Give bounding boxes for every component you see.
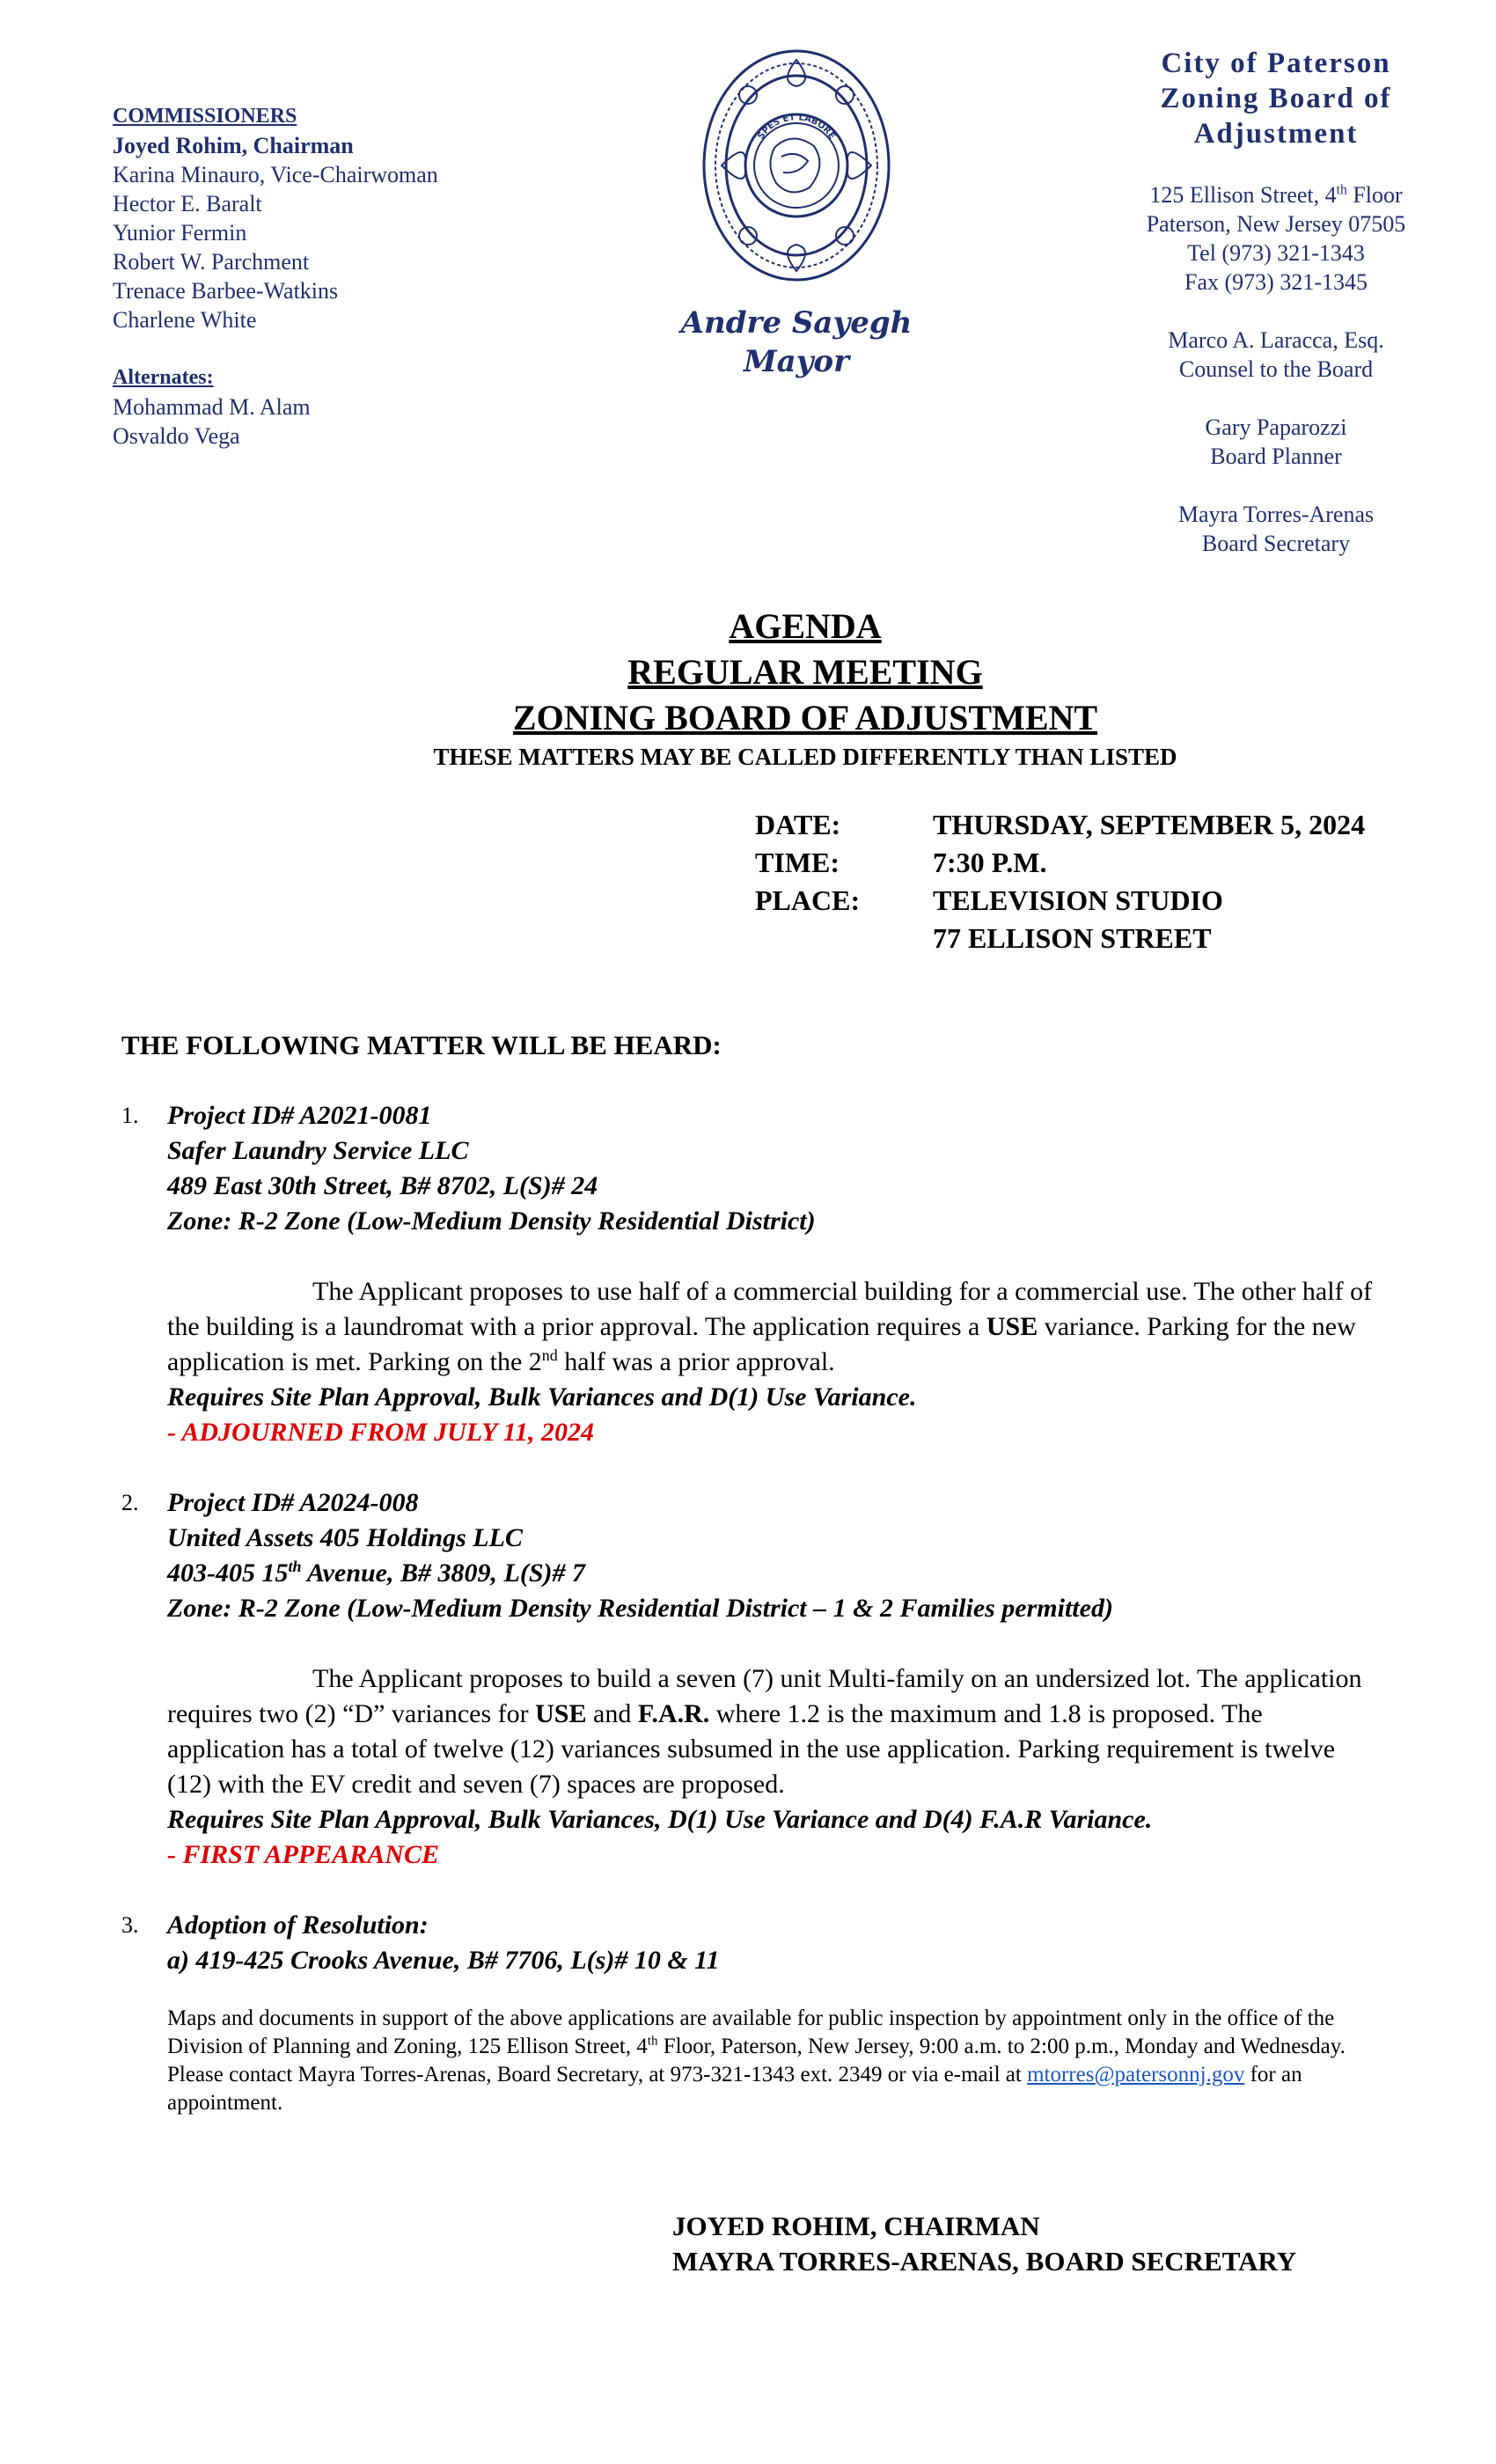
status-note: - ADJOURNED FROM JULY 11, 2024 (167, 1418, 595, 1447)
commissioner-name: Hector E. Baralt (113, 191, 262, 216)
board-contact-block (1091, 46, 1461, 558)
title-subtitle: THESE MATTERS MAY BE CALLED DIFFERENTLY THAN LISTED (433, 744, 1177, 770)
telephone: Tel (973) 321-1343 (1187, 240, 1365, 266)
time-value: 7:30 P.M. (933, 847, 1047, 878)
zone-info: Zone: R-2 Zone (Low-Medium Density Residential District) (167, 1206, 816, 1236)
svg-text:SPES ET LABORE: SPES ET LABORE (756, 113, 837, 142)
secretary-title: Board Secretary (1201, 531, 1351, 556)
item-description: The Applicant proposes to use half of a commercial building for a commercial use. The other half of the building is a laundromat with a prior approval. The application requires a USE variance. Parking for the new application is met. Parking on the 2nd half was a prior approval. (167, 1277, 1373, 1376)
time-label: TIME: (755, 847, 840, 878)
agenda-item-1 (121, 1098, 1380, 1450)
commissioners-list (113, 102, 517, 451)
property-address: 489 East 30th Street, B# 8702, L(S)# 24 (167, 1171, 598, 1200)
title-meeting: REGULAR MEETING (627, 652, 983, 692)
signer-chairman: JOYED ROHIM, CHAIRMAN (672, 2211, 1040, 2241)
commissioner-name: Karina Minauro, Vice-Chairwoman (113, 162, 438, 187)
property-address: 403-405 15th Avenue, B# 3809, L(S)# 7 (167, 1558, 586, 1588)
commissioner-name: Charlene White (113, 307, 257, 333)
counsel-title: Counsel to the Board (1178, 356, 1374, 382)
city-state: Paterson, New Jersey 07505 (1146, 211, 1406, 237)
resolution-item: a) 419-425 Crooks Avenue, B# 7706, L(s)# 10 & 11 (167, 1946, 720, 1975)
city-name: City of Paterson (1161, 48, 1391, 79)
resolution-heading: Adoption of Resolution: (167, 1910, 429, 1940)
place-value: TELEVISION STUDIO (933, 884, 1223, 916)
signature-block (672, 2209, 1296, 2279)
agenda-item-3 (121, 1908, 1380, 1978)
agenda-title (0, 604, 1496, 773)
board-name: Zoning Board of (1160, 83, 1392, 114)
place-label: PLACE: (755, 884, 861, 916)
public-notice: Maps and documents in support of the above applications are available for public inspection by appointment only in the office of the Division of Planning and Zoning, 125 Ellison Street, 4th Floor, Paterson, New Jersey, 9:00 a.m. to 2:00 p.m., Monday and Wednesday. Please contact Mayra Torres-Arenas, Board Secretary, at 973-321-1343 ext. 2349 or via e-mail at mtorres@patersonnj.gov for an appointment. (167, 2006, 1346, 2115)
agenda-body (121, 1028, 1380, 2117)
city-seal-icon (695, 42, 898, 289)
mayor-name: Andre Sayegh (680, 305, 913, 341)
counsel-name: Marco A. Laracca, Esq. (1168, 327, 1384, 353)
item-description: The Applicant proposes to build a seven (7) unit Multi-family on an undersized lot. The application requires two (2) “D” variances for USE and F.A.R. where 1.2 is the maximum and 1.8 is proposed. The application has a total of twelve (12) variances subsumed in the use application. Parking requirement is twelve (12) with the EV credit and seven (7) spaces are proposed. (167, 1664, 1362, 1799)
place-value-line2: 77 ELLISON STREET (933, 922, 1212, 954)
item-number: 2. (121, 1490, 139, 1515)
alternate-name: Mohammad M. Alam (113, 394, 311, 420)
commissioner-name: Yunior Fermin (113, 220, 247, 246)
project-id: Project ID# A2021-0081 (167, 1101, 432, 1130)
date-value: THURSDAY, SEPTEMBER 5, 2024 (933, 809, 1366, 840)
commissioner-name: Robert W. Parchment (113, 249, 310, 275)
heard-heading: THE FOLLOWING MATTER WILL BE HEARD: (121, 1030, 722, 1060)
date-label: DATE: (755, 809, 841, 840)
requirements: Requires Site Plan Approval, Bulk Variances, D(1) Use Variance and D(4) F.A.R Variance. (167, 1805, 1153, 1834)
title-board: ZONING BOARD OF ADJUSTMENT (512, 698, 1098, 737)
commissioners-heading: COMMISSIONERS (113, 105, 297, 128)
applicant-name: United Assets 405 Holdings LLC (167, 1523, 523, 1552)
mayor-block (651, 304, 942, 381)
chairman-name: Joyed Rohim, Chairman (113, 133, 354, 158)
mayor-title: Mayor (743, 344, 849, 379)
applicant-name: Safer Laundry Service LLC (167, 1136, 469, 1165)
email-link[interactable]: mtorres@patersonnj.gov (1027, 2063, 1245, 2086)
alternate-name: Osvaldo Vega (113, 423, 240, 449)
title-agenda: AGENDA (729, 606, 882, 646)
requirements: Requires Site Plan Approval, Bulk Variances and D(1) Use Variance. (167, 1382, 917, 1412)
commissioner-name: Trenace Barbee-Watkins (113, 278, 339, 304)
status-note: - FIRST APPEARANCE (167, 1840, 439, 1869)
signer-secretary: MAYRA TORRES-ARENAS, BOARD SECRETARY (672, 2246, 1297, 2277)
agenda-item-2 (121, 1485, 1380, 1873)
item-number: 3. (121, 1912, 139, 1938)
planner-title: Board Planner (1210, 444, 1342, 469)
street-address: 125 Ellison Street, 4th Floor (1149, 182, 1403, 208)
meeting-details (755, 806, 1424, 957)
planner-name: Gary Paparozzi (1205, 414, 1347, 440)
fax: Fax (973) 321-1345 (1184, 269, 1368, 295)
item-number: 1. (121, 1103, 139, 1128)
alternates-heading: Alternates: (113, 366, 214, 389)
secretary-name: Mayra Torres-Arenas (1177, 502, 1375, 527)
zone-info: Zone: R-2 Zone (Low-Medium Density Residential District – 1 & 2 Families permitted) (167, 1594, 1113, 1623)
project-id: Project ID# A2024-008 (167, 1488, 419, 1517)
board-name-line2: Adjustment (1193, 118, 1359, 150)
